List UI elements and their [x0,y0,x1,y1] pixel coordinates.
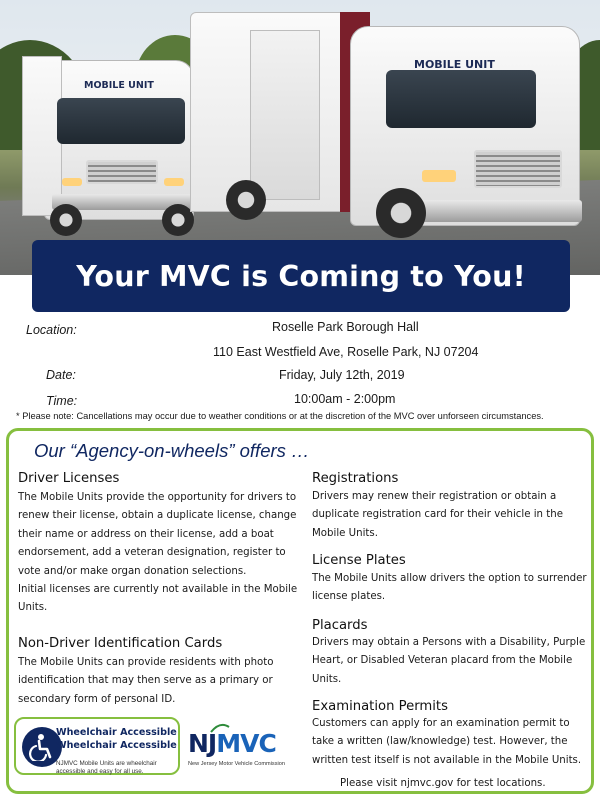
placards-heading: Placards [312,618,368,633]
placards-body: Drivers may obtain a Persons with a Disability, Purple Heart, or Disabled Veteran placard from the Mobile Units. [312,637,586,685]
truck-label-left: MOBILE UNIT [84,80,154,91]
logo-subtitle: New Jersey Motor Vehicle Commission [188,761,285,767]
driver-licenses-body: The Mobile Units provide the opportunity for drivers to renew their license, obtain a duplicate license, change their name or address on their license, add a boat endorsement, add a veteran designation, register to vote and/or make organ donation selections. [18,492,297,577]
registrations-heading: Registrations [312,471,399,486]
logo-mark-prefix: NJ [188,729,217,758]
njmvc-logo [188,723,294,773]
license-plates-heading: License Plates [312,553,406,568]
location-label: Location: [26,323,77,337]
date-value: Friday, July 12th, 2019 [279,368,405,382]
examination-permits-heading: Examination Permits [312,699,448,714]
mobile-unit-left [22,40,202,240]
non-driver-id-body: The Mobile Units can provide residents with photo identification that may then serve as a primary or secondary form of personal ID. [18,657,274,705]
truck-label-right: MOBILE UNIT [414,58,495,71]
license-plates-body: The Mobile Units allow drivers the option to surrender license plates. [312,573,587,603]
examination-permits-body: Customers can apply for an examination permit to take a written (law/knowledge) test. However, the written test itself is not available in the Mobile Units. [312,718,582,766]
badge-title-1: Wheelchair Accessible [56,727,177,738]
time-label: Time: [46,394,78,408]
visit-njmvc-note: Please visit njmvc.gov for test locations. [340,778,546,789]
page-title: Your MVC is Coming to You! [76,259,526,293]
driver-licenses-extra: Initial licenses are currently not available in the Mobile Units. [18,584,298,614]
offers-title: Our “Agency-on-wheels” offers … [34,440,310,461]
title-banner [32,240,570,312]
non-driver-id-heading: Non-Driver Identification Cards [18,636,223,651]
location-address: 110 East Westfield Ave, Roselle Park, NJ 07204 [213,345,479,359]
driver-licenses-heading: Driver Licenses [18,471,120,486]
badge-subtext: NJMVC Mobile Units are wheelchair accessible and easy for all use. [56,760,157,775]
location-name: Roselle Park Borough Hall [272,320,419,334]
time-value: 10:00am - 2:00pm [294,392,396,406]
registrations-body: Drivers may renew their registration or obtain a duplicate registration card for their vehicle in the Mobile Units. [312,491,563,539]
badge-title-2: Wheelchair Accessible [56,740,177,751]
wheelchair-accessible-badge [14,717,180,775]
logo-mark [188,729,276,758]
date-label: Date: [46,368,76,382]
hero-photo [0,0,600,275]
cancellation-note: * Please note: Cancellations may occur due to weather conditions or at the discretion of the MVC over unforseen circumstances. [16,411,544,421]
logo-mark-suffix: MVC [216,729,276,758]
mobile-unit-right [190,0,590,250]
